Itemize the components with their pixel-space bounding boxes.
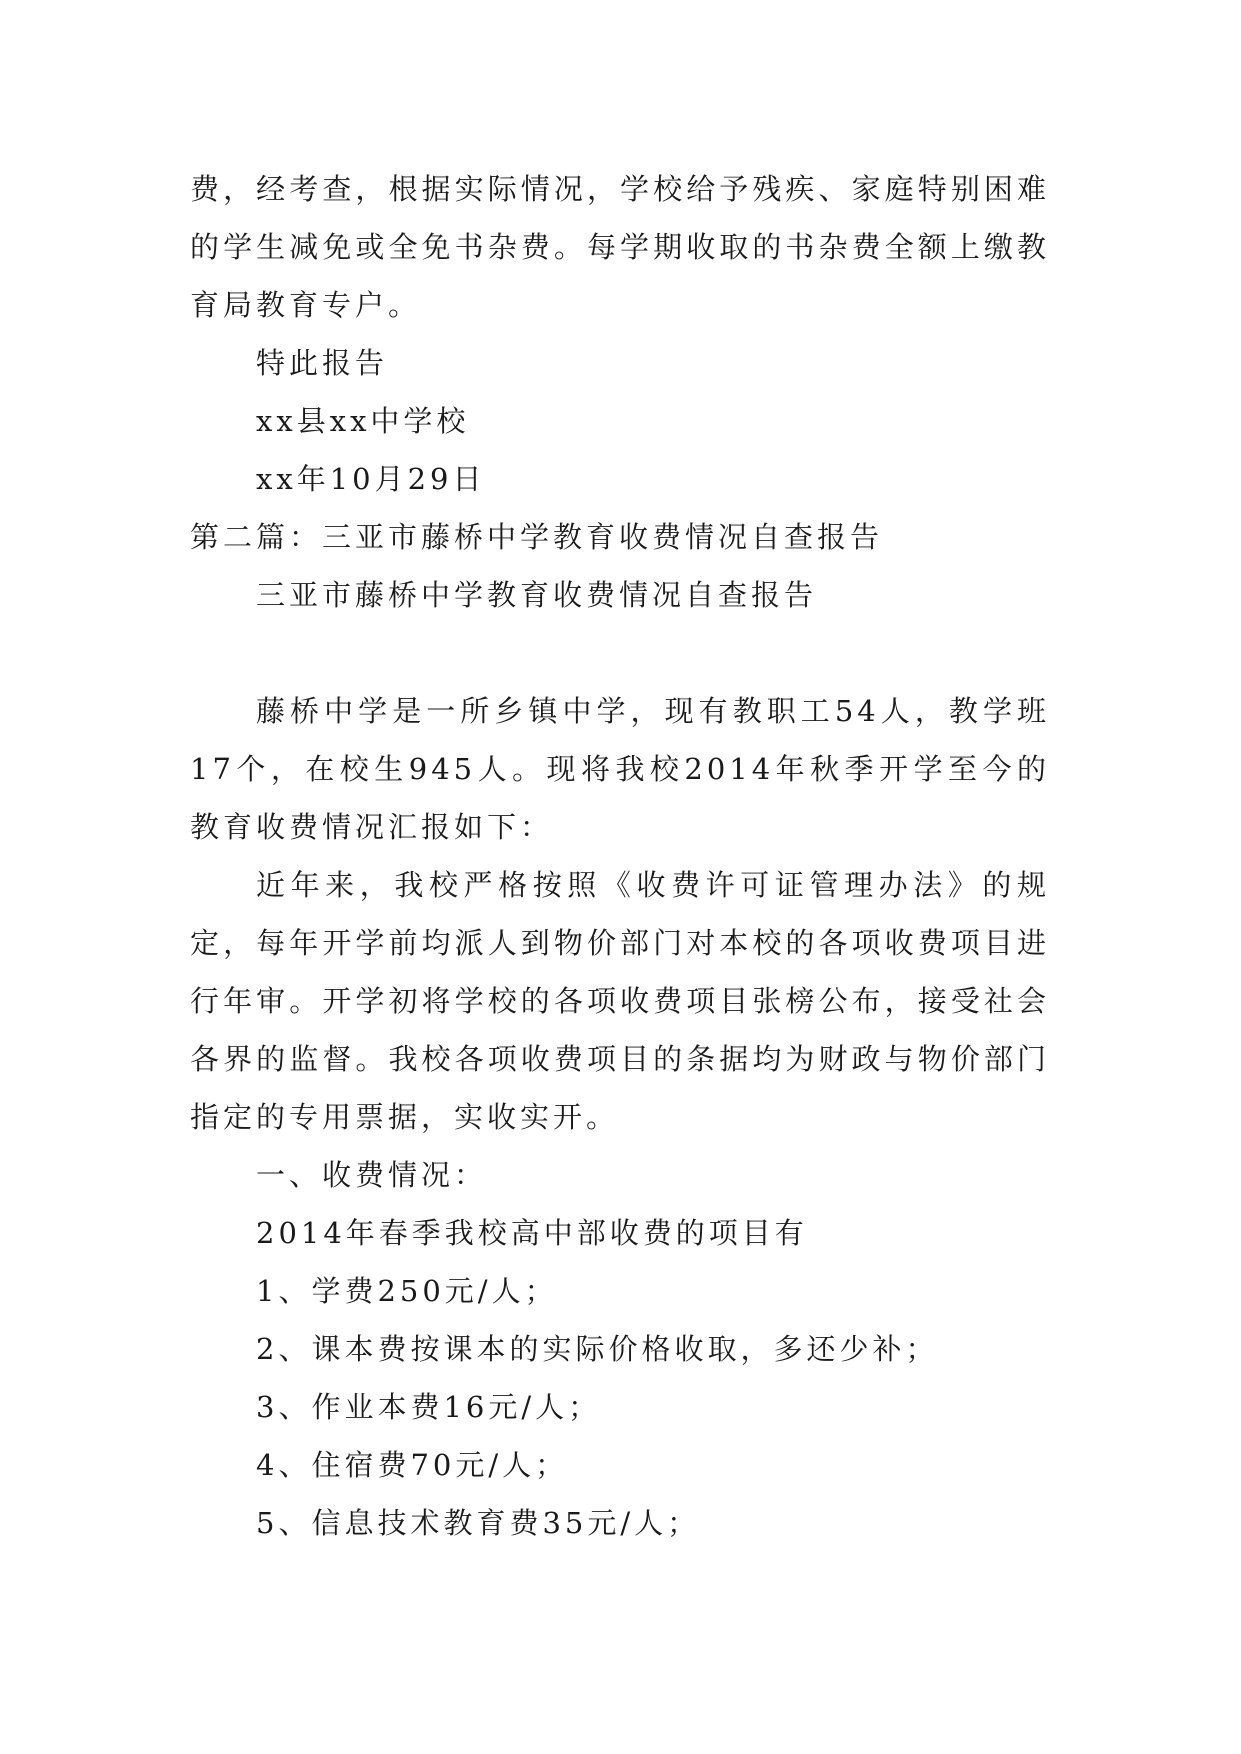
school-signature: xx县xx中学校: [256, 404, 470, 438]
document-body: [190, 160, 1050, 1552]
section-heading: 第二篇：三亚市藤桥中学教育收费情况自查报告: [190, 520, 884, 554]
fee-item: 1、学费250元/人；: [256, 1274, 558, 1308]
fee-item: 2、课本费按课本的实际价格收取，多还少补；: [256, 1332, 939, 1366]
report-date: xx年10月29日: [256, 462, 486, 496]
fees-intro: 2014年春季我校高中部收费的项目有: [256, 1216, 808, 1250]
fees-heading: 一、收费情况：: [256, 1158, 488, 1192]
report-title: 三亚市藤桥中学教育收费情况自查报告: [256, 578, 818, 612]
fee-item: 4、住宿费70元/人；: [256, 1448, 569, 1482]
continuation-paragraph: 费，经考查，根据实际情况，学校给予残疾、家庭特别困难的学生减免或全免书杂费。每学期收取的书杂费全额上缴教育局教育专户。: [190, 172, 1050, 322]
policy-paragraph: 近年来，我校严格按照《收费许可证管理办法》的规定，每年开学前均派人到物价部门对本校的各项收费项目进行年审。开学初将学校的各项收费项目张榜公布，接受社会各界的监督。我校各项收费项目的条据均为财政与物价部门指定的专用票据，实收实开。: [190, 868, 1050, 1134]
intro-paragraph: 藤桥中学是一所乡镇中学，现有教职工54人，教学班17个，在校生945人。现将我校2014年秋季开学至今的教育收费情况汇报如下：: [190, 694, 1050, 844]
blank-line: [190, 624, 1050, 682]
fee-item: 3、作业本费16元/人；: [256, 1390, 602, 1424]
fee-item: 5、信息技术教育费35元/人；: [256, 1506, 701, 1540]
closing-line: 特此报告: [256, 346, 389, 380]
